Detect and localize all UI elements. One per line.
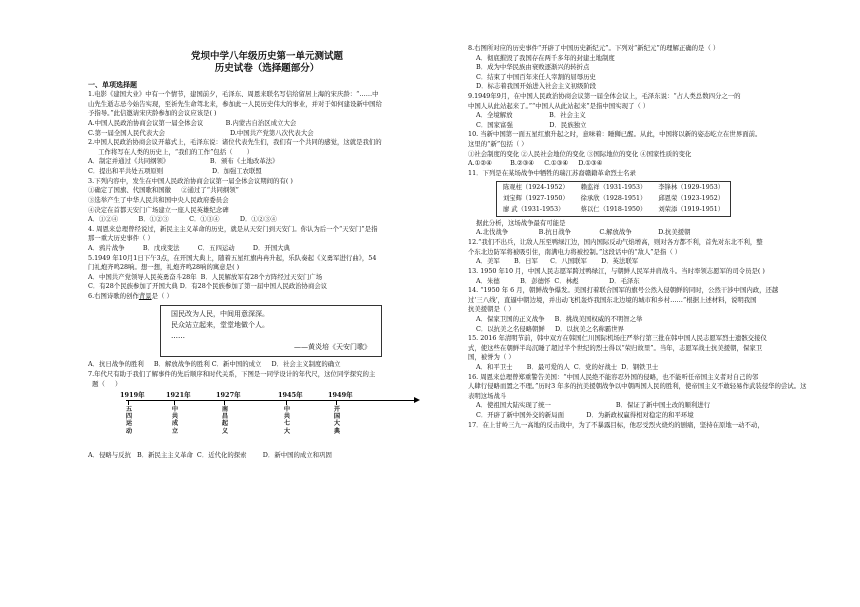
question-5-option: A．中国共产党领导人民英勇奋斗28年 B．人民解放军有28个方阵经过天安门广场 <box>88 272 323 281</box>
question-2-option: A．制定并通过《共同纲领》 B．颁布《土地改革法》 <box>88 157 279 166</box>
question-7-answers: A．侵略与反抗 B．新民主主义革命 C．近代化的探索 D．新中国的成立和巩固 <box>88 451 332 460</box>
question-1-option: A.中国人民政治协商会议第一届全体会议 B.内蒙古自治区成立大会 <box>88 119 297 128</box>
question-12: 12.“我们不出兵，让敌人压至鸭绿江边，国内国际反动气焰增高，则对各方都不利，首先对东北不利，整 个东北边防军将被吸引住，南满电力将被控制。”这段话中的“敌人”是指（ ） A．美军 B．日军 C．八国联军 D．英法联军 <box>468 238 810 267</box>
right-column <box>468 44 810 430</box>
question-3: 3.下列内容中，发生在中国人民政治协商会议第一届全体会议期间的有( ) ①确定了国旗、代国歌和国徽 ②通过了“共同纲领” ③选举产生了中华人民共和国中央人民政府委员会 ④决定在首都天安门广场建立一座人民英雄纪念碑 A．①②④ B．①②③ C．①③④ D．①②③④ <box>88 177 446 225</box>
question-6: 6.右图诗歌的创作背景是（ ） 国民改为人民，中间用意深深。 民众站立起来，堂堂地做个人。 …… ——黄炎培《天安门歌》 A．抗日战争的胜利 B．解放战争的胜利 C．新中国的成立 D．社会主义制度的确立 <box>88 292 446 370</box>
question-15: 15. 2016 年清明节前，韩中双方在韩国仁川国际机场庄严举行第三批在韩中国人民志愿军烈士遗骸交接仪 式，使这些在朝鲜半岛沉睡了超过半个世纪的烈士得以“荣归故里”。当年，志愿军战士抗美援朝，保家卫 国，被誉为（ ） A．和平卫士 B．最可爱的人 C．党的好战士 D．钢铁卫士 <box>468 334 810 372</box>
question-12-answers: A．美军 B．日军 C．八国联军 D．英法联军 <box>476 257 639 266</box>
question-9-option: C．国家富强 D．民族独立 <box>476 120 587 129</box>
timeline-arrow-icon <box>414 397 420 403</box>
poem-line: 国民改为人民，中间用意深深。 <box>171 309 269 318</box>
question-10: 10. 当新中国第一面五星红旗升起之时，意味着：睡狮已醒。从此，中国将以新的姿态屹立在世界面前。 这里的“新”包括（ ） ①社会制度的变化 ②人民社会地位的变化 ③国际地位的变化 ④国家性质的变化 A.①②④ B.②③④ C.①③④ D.①③④ <box>468 130 810 168</box>
question-16-option: A．使祖国大陆实现了统一 B．保证了新中国土改的顺利进行 <box>476 401 711 410</box>
question-4-answers: A．鸦片战争 B．戊戌变法 C．五四运动 D．开国大典 <box>88 243 290 252</box>
question-2: 2.中国人民政治协商会议开幕式上，毛泽东说：诸位代表先生们，我们有一个共同的感觉，这就是我们的 工作将写在人类的历史上，“我们的工作”包括（ ） A．制定并通过《共同纲领》 B．颁布《土地改革法》 C．提出和平共处五项原则 D．加强工农联盟 <box>88 138 446 176</box>
question-7: 7.年代尺有助于我们了解事件的先后顺序和时代关系，下图是一同学设计的年代尺，这位同学探究的主 题（ ） 1919年 五四运动 1921年 中共成立 1927年 南昌起义 1945年 中共七大 1949年 开国大典 A．侵略与反抗 B．新民主主义革命 C．近代化的探索 D．新中国的成立和巩固 <box>88 370 446 461</box>
question-8: 8.右图所对应的历史事件“开辟了中国历史新纪元”。下列对“新纪元”的理解正确的是（ ） A．彻底摧毁了我国存在两千多年的封建土地制度 B．成为中华民族由衰败逐渐兴的转折点 C．结束了中国百年来任人宰割的屈辱历史 D．标志着我国开始进入社会主义初级阶段 <box>468 44 810 92</box>
page-subtitle: 历史试卷（选择题部分） <box>214 63 320 75</box>
question-14: 14. “1950 年 6 月，朝鲜战争爆发。美国打着联合国军的旗号公然入侵朝鲜的同时，公然干涉中国内政，还越 过‘三八线’，直逼中朝边境，并出动飞机轰炸我国东北边境的城市和乡村……”根据上述材料，说明我国 抗美援朝是（ ） A．保家卫国的正义战争 B．挑战美国权威的不明智之举 C．以抗美之名侵略朝鲜 D．以抗美之名称霸世界 <box>468 286 810 334</box>
question-16-option: C．开辟了新中国外交的新局面 D．为新政权赢得相对稳定的和平环境 <box>476 411 694 420</box>
question-3-statement: ③选举产生了中华人民共和国中央人民政府委员会 <box>88 195 229 204</box>
question-14-option: A．保家卫国的正义战争 B．挑战美国权威的不明智之举 <box>476 314 643 323</box>
martyr-name-list: 陈观柱（1924-1952） 赖监祥（1931-1953） 李锋林（1929-1953） 刘宝辉（1927-1950） 徐承欣（1928-1951） 邱恩荣（1923-1952） 廖 武（1931-1953） 蔡以仁（1918-1950） 刘荣添（1919-1951） <box>496 181 731 217</box>
poem-source: ——黄炎培《天安门歌》 <box>294 343 371 352</box>
question-14-option: C．以抗美之名侵略朝鲜 D．以抗美之名称霸世界 <box>476 324 624 333</box>
question-17: 17．在上甘岭三九一高地的反击战中，为了不暴露目标，他忍受烈火烧灼的剧痛，坚持在原地一动不动， <box>468 420 764 429</box>
question-3-statement: ④决定在首都天安门广场建立一座人民英雄纪念碑 <box>88 205 229 214</box>
question-10-answers: A.①②④ B.②③④ C.①③④ D.①③④ <box>468 159 603 168</box>
question-9: 9.1949年9月，在中国人民政治协商会议第一届全体会议上，毛泽东说：“占人类总数四分之一的 中国人从此站起来了。”“中国人从此站起来”是指中国实现了（ ） A．全境解放 B．社会主义 C．国家富强 D．民族独立 <box>468 92 810 130</box>
question-3-answers: A．①②④ B．①②③ C．①③④ D．①②③④ <box>88 215 277 224</box>
left-column <box>88 0 446 461</box>
poem-line: …… <box>171 331 185 340</box>
question-15-answers: A．和平卫士 B．最可爱的人 C．党的好战士 D．钢铁卫士 <box>476 362 659 371</box>
question-3-statement: ①确定了国旗、代国歌和国徽 ②通过了“共同纲领” <box>88 186 239 195</box>
poem-line: 民众站立起来，堂堂地做个人。 <box>171 320 269 329</box>
question-11: 11．下列是在某场战争中牺牲的瑞江苏裔赣籍革命烈士名录 陈观柱（1924-1952） 赖监祥（1931-1953） 李锋林（1929-1953） 刘宝辉（1927-1950） 徐承欣（1928-1951） 邱恩荣（1923-1952） 廖 武（1931-1953） 蔡以仁（1918-1950） 刘荣添（1919-1951） 据此分析，这场战争最有可能是 A.北伐战争 B.抗日战争 C.解放战争 D.抗美援朝 <box>468 169 810 238</box>
question-9-option: A．全境解放 B．社会主义 <box>476 111 586 120</box>
question-16: 16. 周恩来总理曾郑重警告美国：“中国人民绝不能容忍外国的侵略，也不能听任帝国主义者对自己的邻 人肆行侵略而置之不理。”历时3 年多的抗美援朝战争以中朝两国人民的胜利，使帝国主义不敢轻易作武装侵华的尝试。这 表明这场战斗 A．使祖国大陆实现了统一 B．保证了新中国土改的顺利进行 C．开辟了新中国外交的新局面 D．为新政权赢得相对稳定的和平环境 <box>468 373 810 421</box>
question-8-option: C．结束了中国百年来任人宰割的屈辱历史 <box>476 72 596 81</box>
timeline-ruler: 1919年 五四运动 1921年 中共成立 1927年 南昌起义 1945年 中共七大 1949年 开国大典 <box>88 391 446 449</box>
question-8-option: A．彻底摧毁了我国存在两千多年的封建土地制度 <box>476 53 615 62</box>
page-title: 党坝中学八年级历史第一单元测试题 <box>190 51 343 62</box>
question-1-option: C.第一届全国人民代表大会 D.中国共产党第八次代表大会 <box>88 128 314 137</box>
section-heading: 一、单项选择题 <box>88 79 137 89</box>
question-11-answers: A.北伐战争 B.抗日战争 C.解放战争 D.抗美援朝 <box>476 228 691 237</box>
poem-box <box>160 305 382 358</box>
question-5: 5.1949 年10月1日下午3点，在开国大典上，随着五星红旗冉冉升起，乐队奏起《义勇军进行曲》，54 门礼炮齐鸣28响。想一想，礼炮齐鸣28响的寓意是( ) A．中国共产党领导人民英勇奋斗28年 B．人民解放军有28个方阵经过天安门广场 C．有28个民族参加了开国大典 D．有28个民族参加了第一届中国人民政治协商会议 <box>88 254 446 292</box>
question-13: 13. 1950 年10 月，中国人民志愿军跨过鸭绿江，与朝鲜人民军并肩战斗。当时率领志愿军的司令员是( ) A．朱德 B．彭德怀 C．林彪 D．毛泽东 <box>468 267 810 286</box>
underlined-word: 背景 <box>138 291 152 300</box>
question-8-option: B．成为中华民族由衰败逐渐兴的转折点 <box>476 63 590 72</box>
question-1: 1.电影《建国大业》中有一个情节，建国前夕，毛泽东、周恩来联名写信给留居上海的宋庆龄：“……中 山先生逝志忌今始告实现，至祈先生命驾北来，参加此一人民历史伟大的事业，并对于如何建设新中国给 予指导。”此信邀请宋庆龄参加的会议应该是( ) A.中国人民政治协商会议第一届全体会议 B.内蒙古自治区成立大会 C.第一届全国人民代表大会 D.中国共产党第八次代表大会 <box>88 90 446 138</box>
question-5-option: C．有28个民族参加了开国大典 D．有28个民族参加了第一届中国人民政治协商会议 <box>88 282 328 291</box>
question-10-statements: ①社会制度的变化 ②人民社会地位的变化 ③国际地位的变化 ④国家性质的变化 <box>468 149 692 158</box>
question-4: 4. 周恩来总理曾经说过，新民主主义革命的历史，就是从天安门到天安门。你认为后一个“天安门”是指 那一重大历史事件（ ） A．鸦片战争 B．戊戌变法 C．五四运动 D．开国大典 <box>88 225 446 254</box>
question-6-answers: A．抗日战争的胜利 B．解放战争的胜利 C．新中国的成立 D．社会主义制度的确立 <box>88 360 341 369</box>
question-2-option: C．提出和平共处五项原则 D．加强工农联盟 <box>88 167 262 176</box>
question-8-option: D．标志着我国开始进入社会主义初级阶段 <box>476 82 597 91</box>
question-13-answers: A．朱德 B．彭德怀 C．林彪 D．毛泽东 <box>476 276 640 285</box>
